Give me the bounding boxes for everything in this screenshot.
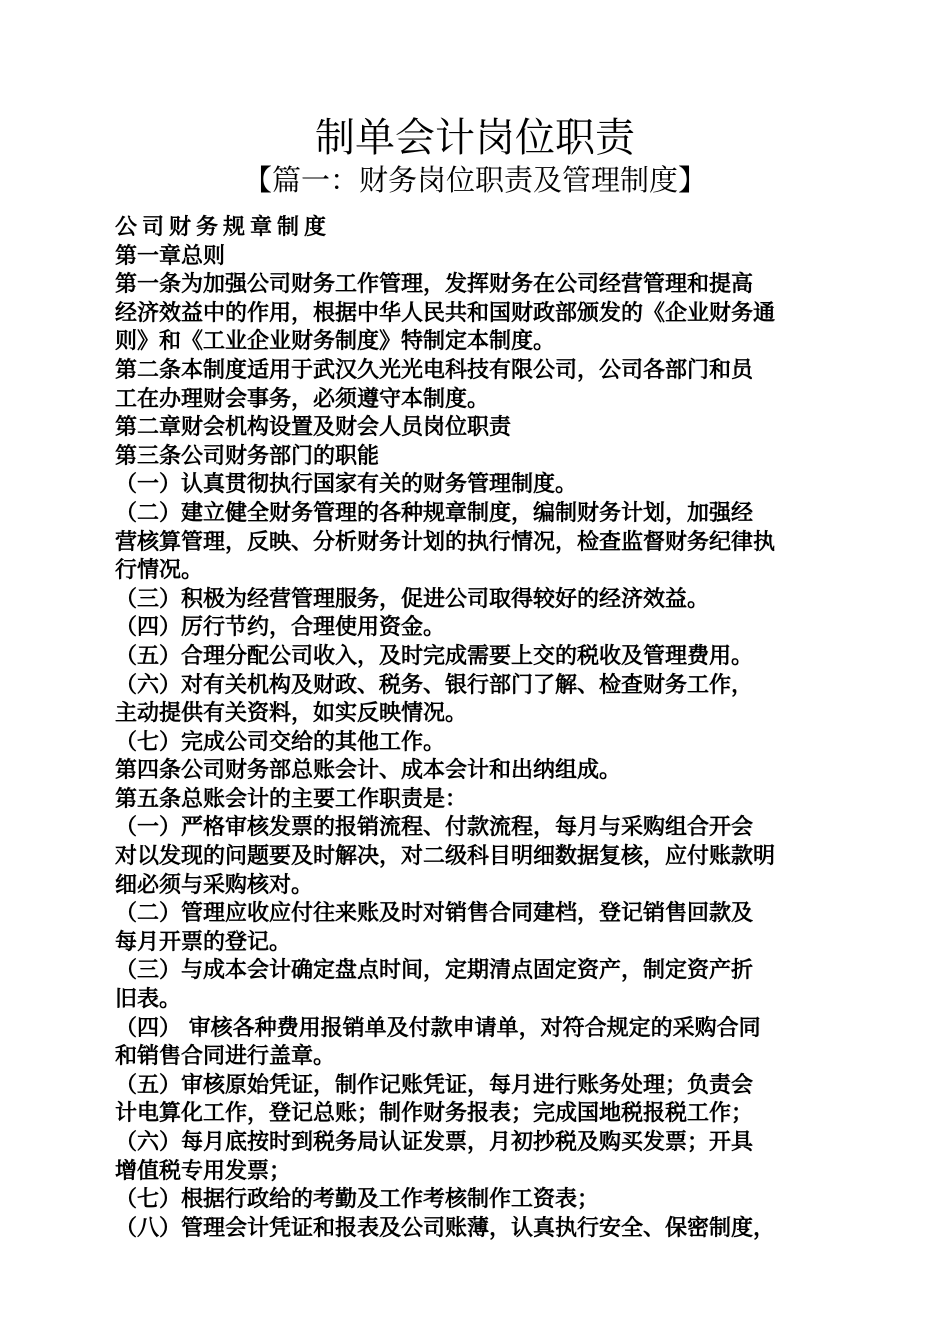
body-line: 工在办理财会事务，必须遵守本制度。 [115,386,490,412]
body-line: 第三条公司财务部门的职能 [115,443,380,469]
body-line: （五）审核原始凭证，制作记账凭证，每月进行账务处理；负责会 [115,1072,754,1098]
body-line: （六）每月底按时到税务局认证发票，月初抄税及购买发票；开具 [115,1130,754,1155]
body-line: 营核算管理，反映、分析财务计划的执行情况，检查监督财务纪律执 [115,529,776,555]
chapter-heading: 第二章财会机构设置及财会人员岗位职责 [115,415,512,441]
body-line: （五）合理分配公司收入，及时完成需要上交的税收及管理费用。 [115,643,754,669]
body-line: 第五条总账会计的主要工作职责是： [115,786,468,812]
section-heading: 公司财务规章制度 [115,215,332,240]
body-line: 旧表。 [115,987,182,1013]
body-line: （四）厉行节约，合理使用资金。 [115,615,446,641]
document-title: 制单会计岗位职责 [315,115,635,161]
body-line: （二）建立健全财务管理的各种规章制度，编制财务计划，加强经 [115,500,754,526]
body-line: 细必须与采购核对。 [115,872,314,898]
body-line: 行情况。 [115,558,204,584]
body-line: （八）管理会计凭证和报表及公司账薄，认真执行安全、保密制度， [115,1215,776,1241]
body-line: 和销售合同进行盖章。 [115,1044,336,1070]
body-line: 第一条为加强公司财务工作管理，发挥财务在公司经营管理和提高 [115,272,754,298]
body-line: （二）管理应收应付往来账及时对销售合同建档，登记销售回款及 [115,901,754,927]
body-line: 计电算化工作，登记总账；制作财务报表；完成国地税报税工作； [115,1101,754,1127]
body-line: （四） 审核各种费用报销单及付款申请单，对符合规定的采购合同 [115,1015,761,1041]
body-line: （一）严格审核发票的报销流程、付款流程，每月与采购组合开会 [115,815,754,841]
body-line: （三）与成本会计确定盘点时间，定期清点固定资产，制定资产折 [115,958,754,984]
body-line: 经济效益中的作用，根据中华人民共和国财政部颁发的《企业财务通 [115,300,776,326]
body-line: 主动提供有关资料，如实反映情况。 [115,701,468,727]
body-line: （七）根据行政给的考勤及工作考核制作工资表； [115,1187,600,1213]
document-body [115,214,837,1243]
body-line: 第二条本制度适用于武汉久光光电科技有限公司，公司各部门和员 [115,357,754,383]
body-line: （一）认真贯彻执行国家有关的财务管理制度。 [115,472,578,498]
body-line: （六）对有关机构及财政、税务、银行部门了解、检查财务工作， [115,672,754,698]
body-line: （七）完成公司交给的其他工作。 [115,729,446,755]
body-line: （三）积极为经营管理服务，促进公司取得较好的经济效益。 [115,586,710,612]
body-line: 则》和《工业企业财务制度》特制定本制度。 [115,329,556,355]
body-line: 增值税专用发票； [115,1158,292,1184]
body-line: 每月开票的登记。 [115,929,292,955]
body-line: 第四条公司财务部总账会计、成本会计和出纳组成。 [115,758,622,784]
document-subtitle: 【篇一：财务岗位职责及管理制度】 [242,163,707,197]
body-line: 对以发现的问题要及时解决，对二级科目明细数据复核，应付账款明 [115,844,776,870]
chapter-heading: 第一章总则 [115,243,226,269]
